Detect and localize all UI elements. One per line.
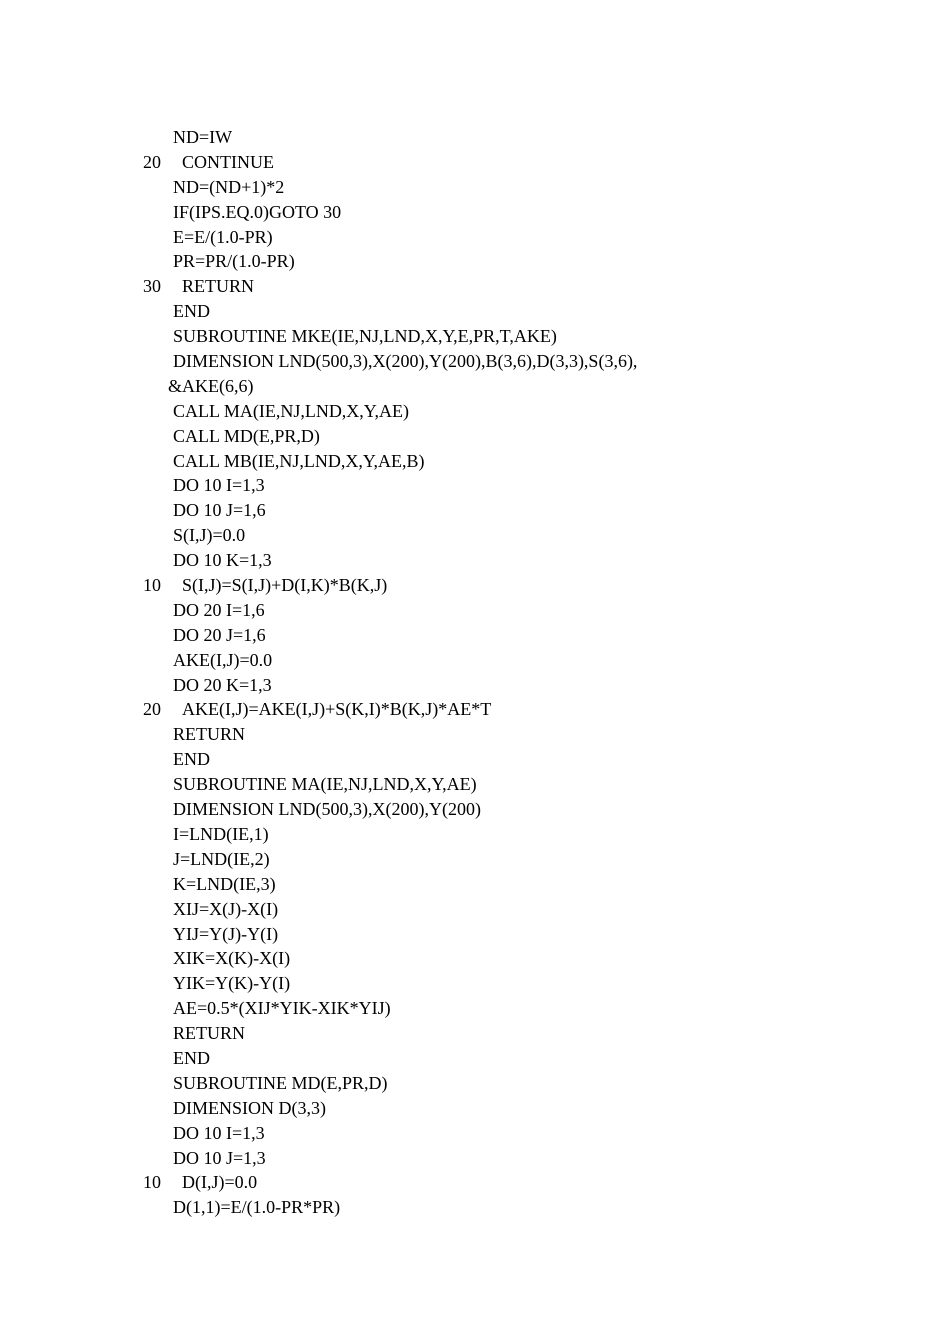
code-line [143,473,863,498]
statement-label: 10 [143,575,161,596]
code-statement: I=LND(IE,1) [173,823,269,844]
code-line [143,1021,863,1046]
code-line [143,722,863,747]
code-statement: SUBROUTINE MKE(IE,NJ,LND,X,Y,E,PR,T,AKE) [173,326,557,347]
code-statement: SUBROUTINE MD(E,PR,D) [173,1072,388,1093]
code-line [143,225,863,250]
code-statement: DIMENSION LND(500,3),X(200),Y(200) [173,799,481,820]
code-statement: D(I,J)=0.0 [182,1172,258,1193]
code-line [143,573,863,598]
code-line [143,374,863,399]
code-statement: DIMENSION LND(500,3),X(200),Y(200),B(3,6),D(3,3),S(3,6), [173,351,638,372]
code-line [143,772,863,797]
code-statement: AKE(I,J)=0.0 [173,649,273,670]
code-line [143,548,863,573]
code-statement: XIK=X(K)-X(I) [173,948,291,969]
code-line [143,299,863,324]
code-statement: ND=IW [173,127,233,147]
code-statement: CALL MB(IE,NJ,LND,X,Y,AE,B) [173,450,425,471]
code-line [143,822,863,847]
code-statement: RETURN [173,1023,245,1044]
code-statement: SUBROUTINE MA(IE,NJ,LND,X,Y,AE) [173,774,477,795]
code-statement: PR=PR/(1.0-PR) [173,251,295,272]
code-line [143,424,863,449]
code-statement: S(I,J)=S(I,J)+D(I,K)*B(K,J) [182,575,388,596]
code-line [143,623,863,648]
code-line [143,274,863,299]
code-statement: S(I,J)=0.0 [173,525,246,546]
code-line [143,1170,863,1195]
code-statement: DO 20 J=1,6 [173,624,266,645]
code-statement: D(1,1)=E/(1.0-PR*PR) [173,1197,341,1218]
code-statement: E=E/(1.0-PR) [173,226,273,247]
statement-label: 30 [143,276,161,297]
code-line [143,872,863,897]
statement-label: 20 [143,699,161,720]
code-line [143,324,863,349]
code-statement: ND=(ND+1)*2 [173,176,285,197]
code-statement: CALL MA(IE,NJ,LND,X,Y,AE) [173,400,409,421]
code-statement: END [173,301,210,322]
code-line [143,1071,863,1096]
code-statement: CALL MD(E,PR,D) [173,425,320,446]
code-line [143,996,863,1021]
code-line [143,399,863,424]
code-statement: DO 20 I=1,6 [173,599,265,620]
code-statement: YIK=Y(K)-Y(I) [173,973,291,994]
code-line [143,498,863,523]
code-statement: DIMENSION D(3,3) [173,1097,326,1118]
code-statement: DO 20 K=1,3 [173,674,272,695]
code-statement: END [173,749,210,770]
code-line [143,598,863,623]
code-statement: AE=0.5*(XIJ*YIK-XIK*YIJ) [173,998,391,1019]
fortran-code-listing [143,125,863,1220]
code-statement: J=LND(IE,2) [173,848,270,869]
code-statement: DO 10 K=1,3 [173,550,272,571]
code-statement: IF(IPS.EQ.0)GOTO 30 [173,201,342,222]
code-line [143,249,863,274]
code-statement: &AKE(6,6) [168,375,254,396]
code-line [143,175,863,200]
code-line [143,125,863,150]
code-line [143,200,863,225]
code-line [143,1195,863,1220]
code-statement: RETURN [173,724,245,745]
code-line [143,946,863,971]
code-statement: CONTINUE [182,151,274,172]
code-line [143,150,863,175]
code-line [143,648,863,673]
code-statement: YIJ=Y(J)-Y(I) [173,923,279,944]
code-statement: K=LND(IE,3) [173,873,276,894]
code-line [143,1046,863,1071]
statement-label: 10 [143,1172,161,1193]
code-line [143,971,863,996]
code-line [143,349,863,374]
code-line [143,449,863,474]
code-line [143,747,863,772]
code-statement: DO 10 I=1,3 [173,475,265,496]
code-line [143,1146,863,1171]
code-statement: AKE(I,J)=AKE(I,J)+S(K,I)*B(K,J)*AE*T [182,699,492,720]
code-line [143,797,863,822]
code-statement: DO 10 J=1,6 [173,500,266,521]
code-line [143,847,863,872]
code-line [143,673,863,698]
code-statement: END [173,1047,210,1068]
statement-label: 20 [143,151,161,172]
code-line [143,897,863,922]
code-line [143,523,863,548]
code-line [143,1096,863,1121]
code-statement: RETURN [182,276,254,297]
code-line [143,922,863,947]
code-statement: DO 10 I=1,3 [173,1122,265,1143]
code-line [143,697,863,722]
code-statement: DO 10 J=1,3 [173,1147,266,1168]
code-statement: XIJ=X(J)-X(I) [173,898,279,919]
code-line [143,1121,863,1146]
